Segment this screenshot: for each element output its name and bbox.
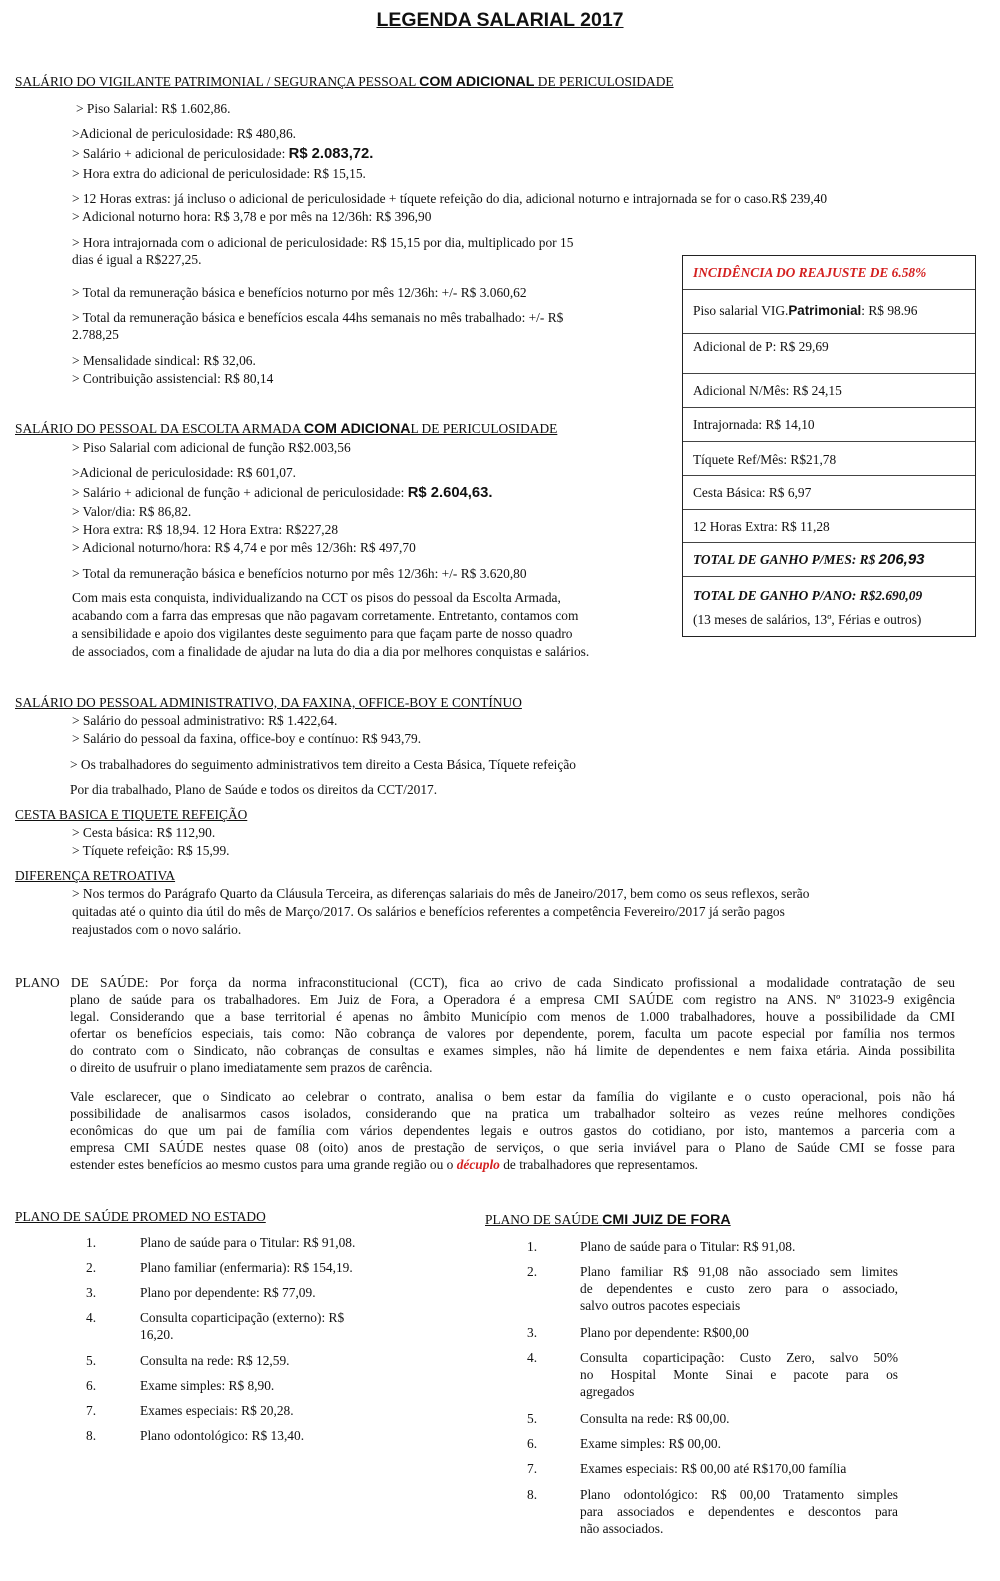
list-item-number: 7. — [86, 1403, 97, 1418]
box-12-horas: 12 Horas Extra: R$ 11,28 — [683, 509, 975, 542]
list-item: Plano por dependente: R$ 77,09. — [140, 1285, 316, 1300]
plano-paragraph-2 — [70, 1088, 955, 1173]
box-header: INCIDÊNCIA DO REAJUSTE DE 6.58% — [693, 265, 927, 280]
page-title: LEGENDA SALARIAL 2017 — [376, 9, 624, 31]
plano-p2-line-3: econômicas do que um pai de família com vários dependentes legais e outros gastos do cotidiano, por isto, mantemos a parceria com a — [70, 1123, 955, 1138]
box-cesta: Cesta Básica: R$ 6,97 — [683, 475, 975, 509]
contribuicao-assistencial: > Contribuição assistencial: R$ 80,14 — [72, 371, 274, 386]
list-item-number: 5. — [527, 1411, 538, 1426]
list-item: Plano de saúde para o Titular: R$ 91,08. — [140, 1235, 356, 1250]
list-item-number: 5. — [86, 1353, 97, 1368]
section-header-cesta: CESTA BASICA E TIQUETE REFEIÇÃO — [15, 807, 248, 822]
escolta-paragraph-1: Com mais esta conquista, individualizando na CCT os pisos do pessoal da Escolta Armada, — [72, 590, 561, 605]
list-item: Plano de saúde para o Titular: R$ 91,08. — [580, 1239, 796, 1254]
escolta-piso: > Piso Salarial com adicional de função R$2.003,56 — [72, 440, 351, 455]
list-item-number: 1. — [527, 1239, 538, 1254]
list-item: Plano odontológico: R$ 00,00 Tratamento simples — [580, 1487, 898, 1502]
list-item-number: 8. — [527, 1487, 538, 1502]
total-noturno: > Total da remuneração básica e benefícios noturno por mês 12/36h: +/- R$ 3.060,62 — [72, 285, 527, 300]
escolta-paragraph-2: acabando com a farra das empresas que não pagavam corretamente. Entretanto, contamos com — [72, 608, 579, 623]
section-header-promed: PLANO DE SAÚDE PROMED NO ESTADO — [15, 1209, 266, 1224]
list-item: Plano por dependente: R$00,00 — [580, 1325, 749, 1340]
intrajornada-line-2: dias é igual a R$227,25. — [72, 252, 202, 267]
plano-p2-line-2: possibilidade de analisarmos casos isolados, considerando que na pratica um trabalhador solteiro as vezes reúne melhores condições — [70, 1106, 955, 1121]
adicional-periculosidade: >Adicional de periculosidade: R$ 480,86. — [72, 126, 296, 141]
diferenca-line-2: quitadas até o quinto dia útil do mês de Março/2017. Os salários e benefícios referentes a competência Fevereiro/2017 já serão pagos — [72, 904, 785, 919]
plano-p2-line-4: empresa CMI SAÚDE nestes quase 08 (oito) anos de prestação de serviços, o que seria inviável para o Plano de Saúde CMI se fosse para — [70, 1140, 955, 1155]
list-item-number: 4. — [86, 1310, 97, 1325]
list-item: Consulta na rede: R$ 12,59. — [140, 1353, 290, 1368]
list-item-number: 7. — [527, 1461, 538, 1476]
salario-adicional: > Salário + adicional de periculosidade: R$ 2.083,72. — [72, 146, 374, 162]
intrajornada-line-1: > Hora intrajornada com o adicional de periculosidade: R$ 15,15 por dia, multiplicado por 15 — [72, 235, 574, 250]
total-44h-line-2: 2.788,25 — [72, 327, 119, 342]
list-item-number: 3. — [86, 1285, 97, 1300]
direitos-line-1: > Os trabalhadores do seguimento administrativos tem direito a Cesta Básica, Tíquete refeição — [70, 757, 576, 772]
escolta-hora-extra: > Hora extra: R$ 18,94. 12 Hora Extra: R$227,28 — [72, 522, 339, 537]
section-header-diferenca: DIFERENÇA RETROATIVA — [15, 868, 176, 883]
plano-p2-line-5: estender estes benefícios ao mesmo custos para uma grande região ou o décuplo de trabalhadores que representamos. — [70, 1157, 699, 1172]
list-item: Plano familiar R$ 91,08 não associado sem limites — [580, 1264, 898, 1279]
escolta-total: > Total da remuneração básica e benefícios noturno por mês 12/36h: +/- R$ 3.620,80 — [72, 566, 527, 581]
plano-paragraph-1 — [15, 974, 955, 1076]
list-item: Plano familiar (enfermaria): R$ 154,19. — [140, 1260, 353, 1275]
hora-extra: > Hora extra do adicional de periculosidade: R$ 15,15. — [72, 166, 366, 181]
box-total-mes: TOTAL DE GANHO P/MES: R$ 206,93 — [683, 542, 975, 576]
list-item: Exames especiais: R$ 20,28. — [140, 1403, 294, 1418]
box-adicional-n: Adicional N/Mês: R$ 24,15 — [683, 373, 975, 407]
diferenca-line-3: reajustados com o novo salário. — [72, 922, 242, 937]
plano-p1-line-1: PLANO DE SAÚDE: Por força da norma infraconstitucional (CCT), fica ao crivo de cada Sindicato profissional a modalidade contratação de seu — [15, 975, 955, 990]
list-item: Exames especiais: R$ 00,00 até R$170,00 família — [580, 1461, 847, 1476]
box-total-ano — [683, 576, 975, 636]
box-piso: Piso salarial VIG.Patrimonial: R$ 98.96 — [683, 289, 975, 333]
list-item-continuation: no Hospital Monte Sinai e pacote para os — [580, 1367, 898, 1382]
list-item-number: 2. — [527, 1264, 538, 1279]
list-item-number: 3. — [527, 1325, 538, 1340]
tiquete-refeicao: > Tíquete refeição: R$ 15,99. — [72, 843, 230, 858]
list-item-continuation: salvo outros pacotes especiais — [580, 1298, 741, 1313]
escolta-paragraph-3: a sensibilidade e apoio dos vigilantes deste seguimento para que façam parte de nosso quadro — [72, 626, 573, 641]
list-item: Consulta na rede: R$ 00,00. — [580, 1411, 730, 1426]
mensalidade-sindical: > Mensalidade sindical: R$ 32,06. — [72, 353, 256, 368]
plano-p1-line-4: ofertar os benefícios especiais, tais como: Não cobrança de valores por dependente, porem, faculta um pacote especial por família nos termos — [70, 1026, 955, 1041]
list-item-continuation: agregados — [580, 1384, 635, 1399]
list-item-number: 1. — [86, 1235, 97, 1250]
list-item-number: 6. — [86, 1378, 97, 1393]
list-item-number: 4. — [527, 1350, 538, 1365]
list-item-continuation: para associados e dependentes e descontos para — [580, 1504, 898, 1519]
list-item-number: 2. — [86, 1260, 97, 1275]
total-44h-line-1: > Total da remuneração básica e benefícios escala 44hs semanais no mês trabalhado: +/- R$ — [72, 310, 564, 325]
box-total-ano-note: (13 meses de salários, 13º, Férias e outros) — [693, 612, 922, 627]
direitos-line-2: Por dia trabalhado, Plano de Saúde e todos os direitos da CCT/2017. — [70, 782, 438, 797]
list-item-continuation: 16,20. — [140, 1327, 174, 1342]
list-item: Consulta coparticipação: Custo Zero, salvo 50% — [580, 1350, 898, 1365]
escolta-paragraph-4: de associados, com a finalidade de ajudar na luta do dia a dia por melhores conquistas e salários. — [72, 644, 590, 659]
section-header-escolta: SALÁRIO DO PESSOAL DA ESCOLTA ARMADA COM ADICIONAL DE PERICULOSIDADE — [15, 421, 558, 437]
plano-p2-line-1: Vale esclarecer, que o Sindicato ao celebrar o contrato, analisa o bem estar da família do vigilante e o custo operacional, pois não há — [70, 1089, 955, 1104]
escolta-adicional: >Adicional de periculosidade: R$ 601,07. — [72, 465, 296, 480]
list-item-continuation: de dependentes e custo zero para o associado, — [580, 1281, 898, 1296]
box-intrajornada: Intrajornada: R$ 14,10 — [683, 407, 975, 441]
list-item-continuation: não associados. — [580, 1521, 664, 1536]
list-item: Exame simples: R$ 8,90. — [140, 1378, 275, 1393]
box-adicional-p: Adicional de P: R$ 29,69 — [683, 333, 975, 373]
piso-salarial: > Piso Salarial: R$ 1.602,86. — [76, 101, 231, 116]
salario-faxina: > Salário do pessoal da faxina, office-boy e contínuo: R$ 943,79. — [72, 731, 422, 746]
box-tiquete: Tíquete Ref/Mês: R$21,78 — [683, 441, 975, 475]
adicional-noturno: > Adicional noturno hora: R$ 3,78 e por mês na 12/36h: R$ 396,90 — [72, 209, 432, 224]
escolta-salario: > Salário + adicional de função + adicional de periculosidade: R$ 2.604,63. — [72, 485, 493, 501]
list-item: Consulta coparticipação (externo): R$ — [140, 1310, 345, 1325]
doze-horas-extras: > 12 Horas extras: já incluso o adicional de periculosidade + tíquete refeição do dia, adicional noturno e intrajornada se for o caso.R$ 239,40 — [72, 191, 828, 206]
plano-p1-line-3: legal. Considerando que a base territorial é apenas no âmbito Município com menos de 1.000 trabalhadores, houve a possibilidade da CMI — [70, 1009, 955, 1024]
list-item-number: 6. — [527, 1436, 538, 1451]
reajuste-box — [682, 255, 976, 637]
section-header-administrativo: SALÁRIO DO PESSOAL ADMINISTRATIVO, DA FAXINA, OFFICE-BOY E CONTÍNUO — [15, 695, 522, 710]
section-header-vigilante: SALÁRIO DO VIGILANTE PATRIMONIAL / SEGURANÇA PESSOAL COM ADICIONAL DE PERICULOSIDADE — [15, 74, 674, 90]
list-item: Exame simples: R$ 00,00. — [580, 1436, 721, 1451]
salario-administrativo: > Salário do pessoal administrativo: R$ 1.422,64. — [72, 713, 338, 728]
escolta-noturno: > Adicional noturno/hora: R$ 4,74 e por mês 12/36h: R$ 497,70 — [72, 540, 416, 555]
list-item: Plano odontológico: R$ 13,40. — [140, 1428, 305, 1443]
list-item-number: 8. — [86, 1428, 97, 1443]
section-header-cmi: PLANO DE SAÚDE CMI JUIZ DE FORA — [485, 1212, 731, 1228]
escolta-valor-dia: > Valor/dia: R$ 86,82. — [72, 504, 192, 519]
box-total-ano-value: TOTAL DE GANHO P/ANO: R$2.690,09 — [693, 588, 923, 603]
diferenca-line-1: > Nos termos do Parágrafo Quarto da Cláusula Terceira, as diferenças salariais do mês de Janeiro/2017, bem como os seus reflexos, serão — [72, 886, 810, 901]
plano-p1-line-2: plano de saúde para os trabalhadores. Em Juiz de Fora, a Operadora é a empresa CMI SAÚDE com registro na ANS. Nº 31023-9 exigência — [70, 992, 955, 1007]
cesta-basica: > Cesta básica: R$ 112,90. — [72, 825, 216, 840]
plano-p1-line-5: do contrato com o Sindicato, não cobranças de consultas e exames simples, não há limite de dependentes e nem faixa etária. Ainda possibilita — [70, 1043, 955, 1058]
plano-p1-line-6: o direito de usufruir o plano imediatamente sem prazos de carência. — [70, 1060, 433, 1075]
